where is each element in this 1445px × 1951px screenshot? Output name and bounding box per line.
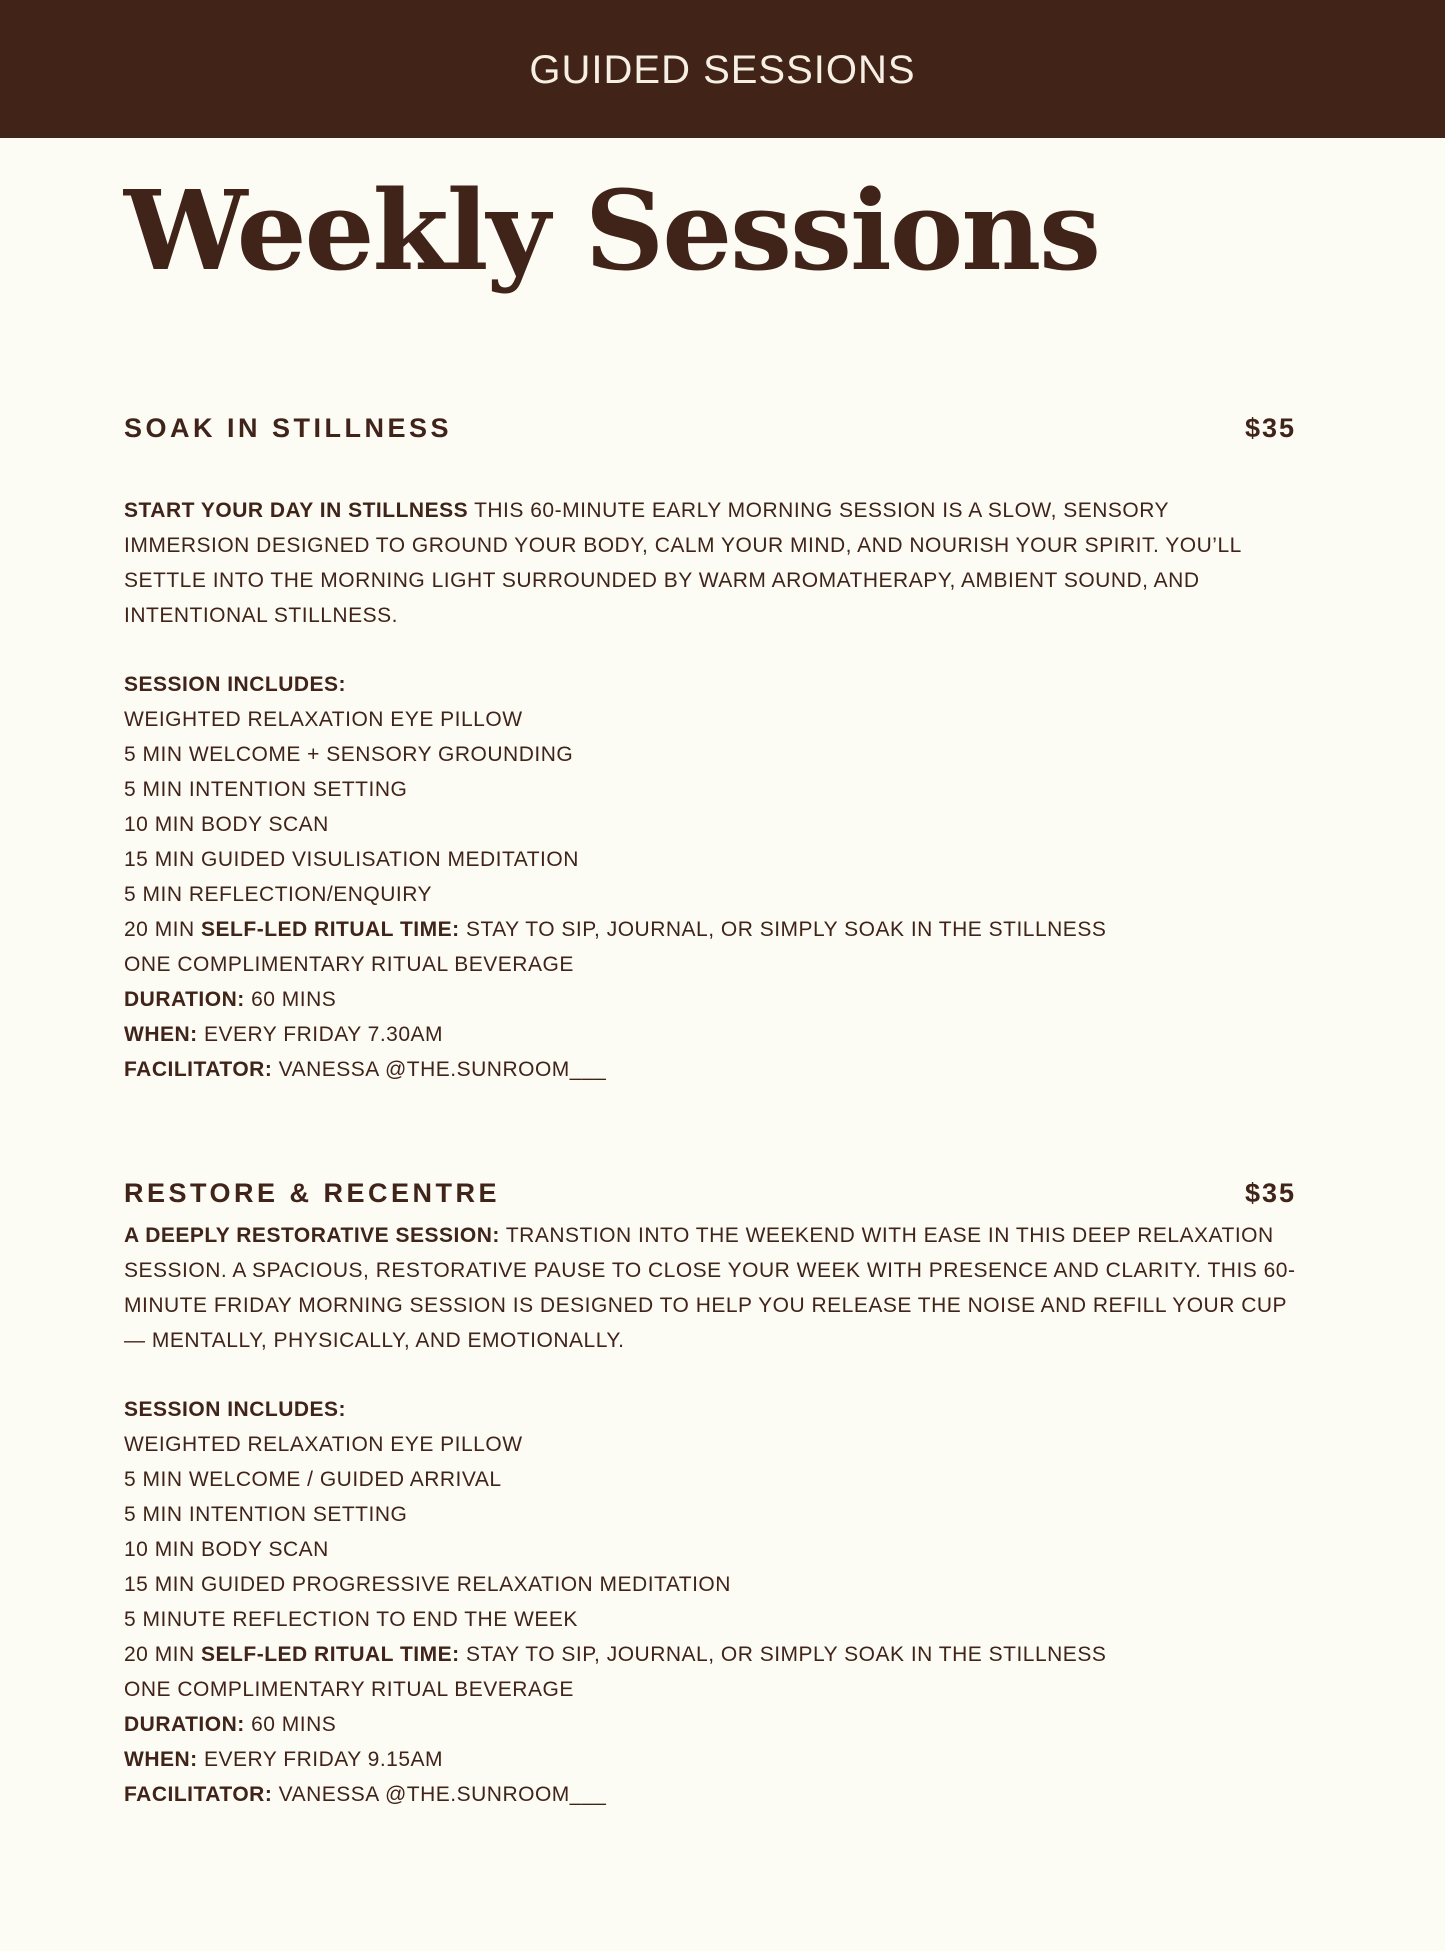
ritual-text: STAY TO SIP, JOURNAL, OR SIMPLY SOAK IN THE STILLNESS	[459, 1643, 1107, 1666]
includes-heading: SESSION INCLUDES:	[124, 673, 347, 696]
list-item: 5 MIN WELCOME + SENSORY GROUNDING	[124, 743, 574, 766]
ritual-time-item	[124, 1637, 1296, 1672]
includes-list	[124, 1427, 1296, 1707]
ritual-prefix: 20 MIN	[124, 1643, 202, 1666]
description-text: THIS 60-MINUTE EARLY MORNING SESSION IS A SLOW, SENSORY IMMERSION DESIGNED TO GROUND YOUR BODY, CALM YOUR MIND, AND NOURISH YOUR SPIRIT. YOU’LL SETTLE INTO THE MORNING LIGHT SURROUNDED BY WARM AROMATHERAPY, AMBIENT SOUND, AND INTENTIONAL STILLNESS.	[124, 499, 1242, 627]
list-item: 10 MIN BODY SCAN	[124, 813, 329, 836]
banner-title: GUIDED SESSIONS	[529, 47, 916, 92]
includes-list	[124, 702, 1296, 982]
session-name: RESTORE & RECENTRE	[124, 1178, 501, 1208]
list-item: WEIGHTED RELAXATION EYE PILLOW	[124, 1433, 523, 1456]
session-restore-recentre	[124, 1173, 1296, 1812]
duration-label: DURATION:	[124, 988, 245, 1011]
facilitator-value: VANESSA @THE.SUNROOM___	[272, 1783, 607, 1806]
session-price: $35	[1244, 413, 1296, 443]
list-item: WEIGHTED RELAXATION EYE PILLOW	[124, 708, 523, 731]
facilitator-value: VANESSA @THE.SUNROOM___	[272, 1058, 607, 1081]
list-item: 10 MIN BODY SCAN	[124, 1538, 329, 1561]
description-lead: A DEEPLY RESTORATIVE SESSION:	[124, 1224, 500, 1247]
list-item: 5 MIN INTENTION SETTING	[124, 778, 408, 801]
duration-label: DURATION:	[124, 1713, 245, 1736]
when-label: WHEN:	[124, 1748, 198, 1771]
when-value: EVERY FRIDAY 9.15AM	[197, 1748, 444, 1771]
list-item: 15 MIN GUIDED PROGRESSIVE RELAXATION MEDITATION	[124, 1573, 731, 1596]
duration-line	[124, 1707, 1296, 1742]
when-line	[124, 1742, 1296, 1777]
list-item: 5 MIN WELCOME / GUIDED ARRIVAL	[124, 1468, 502, 1491]
includes-heading: SESSION INCLUDES:	[124, 1398, 347, 1421]
list-item: 5 MINUTE REFLECTION TO END THE WEEK	[124, 1608, 578, 1631]
session-price: $35	[1244, 1178, 1296, 1208]
ritual-label: SELF-LED RITUAL TIME:	[201, 1643, 460, 1666]
description-lead: START YOUR DAY IN STILLNESS	[124, 499, 469, 522]
facilitator-label: FACILITATOR:	[124, 1058, 273, 1081]
session-name: SOAK IN STILLNESS	[124, 413, 453, 443]
list-item: 5 MIN INTENTION SETTING	[124, 1503, 408, 1526]
facilitator-line	[124, 1777, 1296, 1812]
session-soak-in-stillness	[124, 408, 1296, 1087]
beverage-item: ONE COMPLIMENTARY RITUAL BEVERAGE	[124, 1678, 574, 1701]
list-item: 5 MIN REFLECTION/ENQUIRY	[124, 883, 432, 906]
when-label: WHEN:	[124, 1023, 198, 1046]
ritual-text: STAY TO SIP, JOURNAL, OR SIMPLY SOAK IN THE STILLNESS	[459, 918, 1107, 941]
facilitator-line	[124, 1052, 1296, 1087]
list-item: 15 MIN GUIDED VISULISATION MEDITATION	[124, 848, 579, 871]
when-line	[124, 1017, 1296, 1052]
ritual-prefix: 20 MIN	[124, 918, 202, 941]
duration-line	[124, 982, 1296, 1017]
beverage-item: ONE COMPLIMENTARY RITUAL BEVERAGE	[124, 953, 574, 976]
session-description	[124, 493, 1296, 633]
duration-value: 60 MINS	[244, 1713, 337, 1736]
when-value: EVERY FRIDAY 7.30AM	[197, 1023, 444, 1046]
duration-value: 60 MINS	[244, 988, 337, 1011]
ritual-time-item	[124, 912, 1296, 947]
session-header	[124, 408, 1296, 448]
facilitator-label: FACILITATOR:	[124, 1783, 273, 1806]
session-description	[124, 1218, 1296, 1358]
top-banner	[0, 0, 1445, 138]
description-text: TRANSTION INTO THE WEEKEND WITH EASE IN THIS DEEP RELAXATION SESSION. A SPACIOUS, RESTORATIVE PAUSE TO CLOSE YOUR WEEK WITH PRESENCE AND CLARITY. THIS 60-MINUTE FRIDAY MORNING SESSION IS DESIGNED TO HELP YOU RELEASE THE NOISE AND REFILL YOUR CUP — MENTALLY, PHYSICALLY, AND EMOTIONALLY.	[124, 1224, 1296, 1352]
session-header	[124, 1173, 1296, 1213]
page-title: Weekly Sessions	[124, 166, 1100, 295]
ritual-label: SELF-LED RITUAL TIME:	[201, 918, 460, 941]
